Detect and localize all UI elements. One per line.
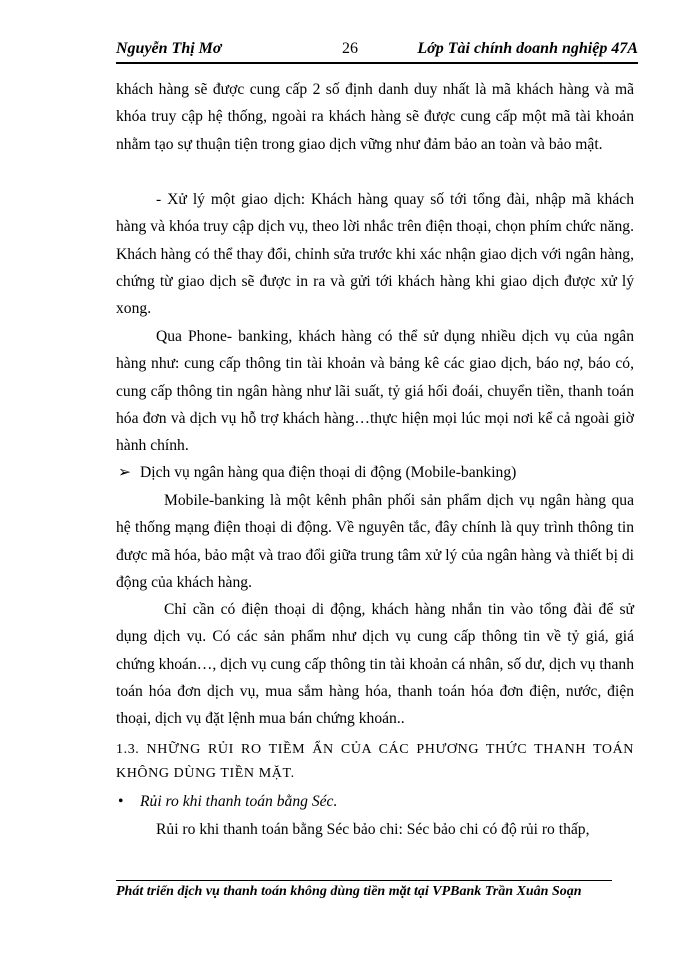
bullet-cheque-risk-text: Rủi ro khi thanh toán bằng Séc. [140, 793, 338, 810]
page-footer: Phát triển dịch vụ thanh toán không dùng tiền mặt tại VPBank Trần Xuân Soạn [116, 884, 582, 899]
paragraph-transaction-processing: - Xử lý một giao dịch: Khách hàng quay số tới tổng đài, nhập mã khách hàng và khóa truy cập dịch vụ, theo lời nhắc trên điện thoại, chọn phím chức năng. Khách hàng có thể thay đổi, chỉnh sửa trước khi xác nhận giao dịch với ngân hàng, chứng từ giao dịch sẽ được in ra và gửi tới khách hàng khi giao dịch được xử lý xong. [116, 191, 634, 318]
header-divider [116, 62, 638, 64]
paragraph-cheque-risk: Rủi ro khi thanh toán bằng Séc bảo chi: Séc bảo chi có độ rủi ro thấp, [156, 821, 590, 838]
paragraph-phone-banking: Qua Phone- banking, khách hàng có thể sử dụng nhiều dịch vụ của ngân hàng như: cung cấp thông tin tài khoản và bảng kê các giao dịch, báo nợ, báo có, cung cấp thông tin ngân hàng như lãi suất, tỷ giá hối đoái, chuyển tiền, thanh toán hóa đơn và dịch vụ hỗ trợ khách hàng…thực hiện mọi lúc mọi nơi kể cả ngoài giờ hành chính. [116, 328, 634, 455]
section-heading: 1.3. NHỮNG RỦI RO TIỀM ẨN CỦA CÁC PHƯƠNG THỨC THANH TOÁN KHÔNG DÙNG TIỀN MẶT. [116, 742, 634, 781]
arrow-bullet-icon: ➢ [118, 464, 132, 481]
bullet-mobile-banking-text: Dịch vụ ngân hàng qua điện thoại di động (Mobile-banking) [140, 464, 517, 481]
page-number: 26 [342, 40, 358, 57]
page-header [116, 36, 638, 60]
header-class-name: Lớp Tài chính doanh nghiệp 47A [417, 40, 638, 57]
paragraph-customer-codes: khách hàng sẽ được cung cấp 2 số định danh duy nhất là mã khách hàng và mã khóa truy cập hệ thống, ngoài ra khách hàng sẽ được cung cấp một mã tài khoản nhằm tạo sự thuận tiện trong giao dịch vững như đảm bảo an toàn và bảo mật. [116, 81, 634, 153]
paragraph-mobile-services: Chỉ cần có điện thoại di động, khách hàng nhắn tin vào tổng đài để sử dụng dịch vụ. Có các sản phẩm như dịch vụ cung cấp thông tin về tỷ giá, giá chứng khoán…, dịch vụ cung cấp thông tin tài khoản cá nhân, số dư, dịch vụ thanh toán hóa đơn dịch vụ, mua sắm hàng hóa, thanh toán hóa đơn điện, nước, điện thoại, dịch vụ đặt lệnh mua bán chứng khoán.. [116, 601, 634, 728]
dot-bullet-icon: • [118, 793, 124, 810]
paragraph-mobile-banking: Mobile-banking là một kênh phân phối sản phẩm dịch vụ ngân hàng qua hệ thống mạng điện thoại di động. Về nguyên tắc, đây chính là quy trình thông tin được mã hóa, bảo mật và trao đổi giữa trung tâm xử lý của ngân hàng và thiết bị di động của khách hàng. [116, 492, 634, 591]
header-author: Nguyễn Thị Mơ [116, 40, 222, 57]
footer-divider [116, 880, 612, 881]
